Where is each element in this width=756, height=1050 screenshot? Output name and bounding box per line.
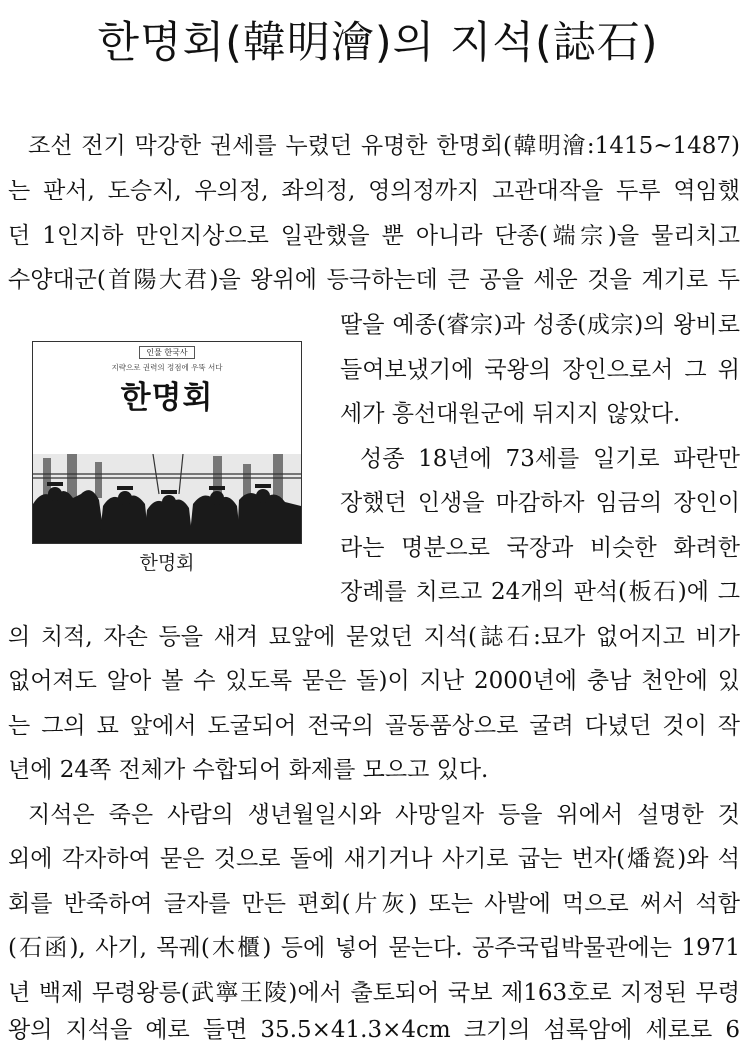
body-line: 던 1인지하 만인지상으로 일관했을 뿐 아니라 단종(端宗)을 물리치고 xyxy=(8,223,740,249)
body-line: 년 백제 무령왕릉(武寧王陵)에서 출토되어 국보 제163호로 지정된 무령 xyxy=(8,980,740,1006)
book-subtitle: 지략으로 권력의 정점에 우뚝 서다 xyxy=(111,363,223,372)
body-line: 년에 24쪽 전체가 수합되어 화제를 모으고 있다. xyxy=(8,757,489,783)
body-line: 없어져도 알아 볼 수 있도록 묻은 돌)이 지난 2000년에 충남 천안에 있 xyxy=(8,668,740,694)
book-title: 한명회 xyxy=(120,380,214,416)
book-series-label: 인물 한국사 xyxy=(33,346,301,359)
body-line: 세가 흥선대원군에 뒤지지 않았다. xyxy=(340,401,681,427)
body-line: 성종 18년에 73세를 일기로 파란만 xyxy=(360,446,740,472)
body-line: 왕의 지석을 예로 들면 35.5×41.3×4cm 크기의 섬록암에 세로로 6 xyxy=(8,1017,740,1043)
body-line: 장했던 인생을 마감하자 임금의 장인이 xyxy=(340,490,740,516)
body-line: 의 치적, 자손 등을 새겨 묘앞에 묻었던 지석(誌石:묘가 없어지고 비가 xyxy=(8,624,740,650)
body-line: 라는 명분으로 국장과 비슷한 화려한 xyxy=(340,535,740,561)
page-title: 한명회(韓明澮)의 지석(誌石) xyxy=(97,18,659,68)
body-line: 들여보냈기에 국왕의 장인으로서 그 위 xyxy=(340,357,740,383)
body-line: 조선 전기 막강한 권세를 누렸던 유명한 한명회(韓明澮:1415~1487) xyxy=(28,133,740,159)
body-line: 회를 반죽하여 글자를 만든 편회(片灰) 또는 사발에 먹으로 써서 석함 xyxy=(8,891,740,917)
body-line: 는 그의 묘 앞에서 도굴되어 전국의 골동품상으로 굴려 다녔던 것이 작 xyxy=(8,713,740,739)
body-line: 외에 각자하여 묻은 것으로 돌에 새기거나 사기로 굽는 번자(燔瓷)와 석 xyxy=(8,846,740,872)
body-line: 장례를 치르고 24개의 판석(板石)에 그 xyxy=(340,579,740,605)
book-illustration xyxy=(33,454,301,544)
body-line: 지석은 죽은 사람의 생년월일시와 사망일자 등을 위에서 설명한 것 xyxy=(28,802,740,828)
body-line: 딸을 예종(睿宗)과 성종(成宗)의 왕비로 xyxy=(340,312,740,338)
body-line: (石函), 사기, 목궤(木櫃) 등에 넣어 묻는다. 공주국립박물관에는 1971 xyxy=(8,935,740,961)
figure-caption: 한명회 xyxy=(139,552,195,574)
body-line: 는 판서, 도승지, 우의정, 좌의정, 영의정까지 고관대작을 두루 역임했 xyxy=(8,178,740,204)
body-line: 수양대군(首陽大君)을 왕위에 등극하는데 큰 공을 세운 것을 계기로 두 xyxy=(8,267,740,293)
book-cover-image xyxy=(32,341,302,544)
